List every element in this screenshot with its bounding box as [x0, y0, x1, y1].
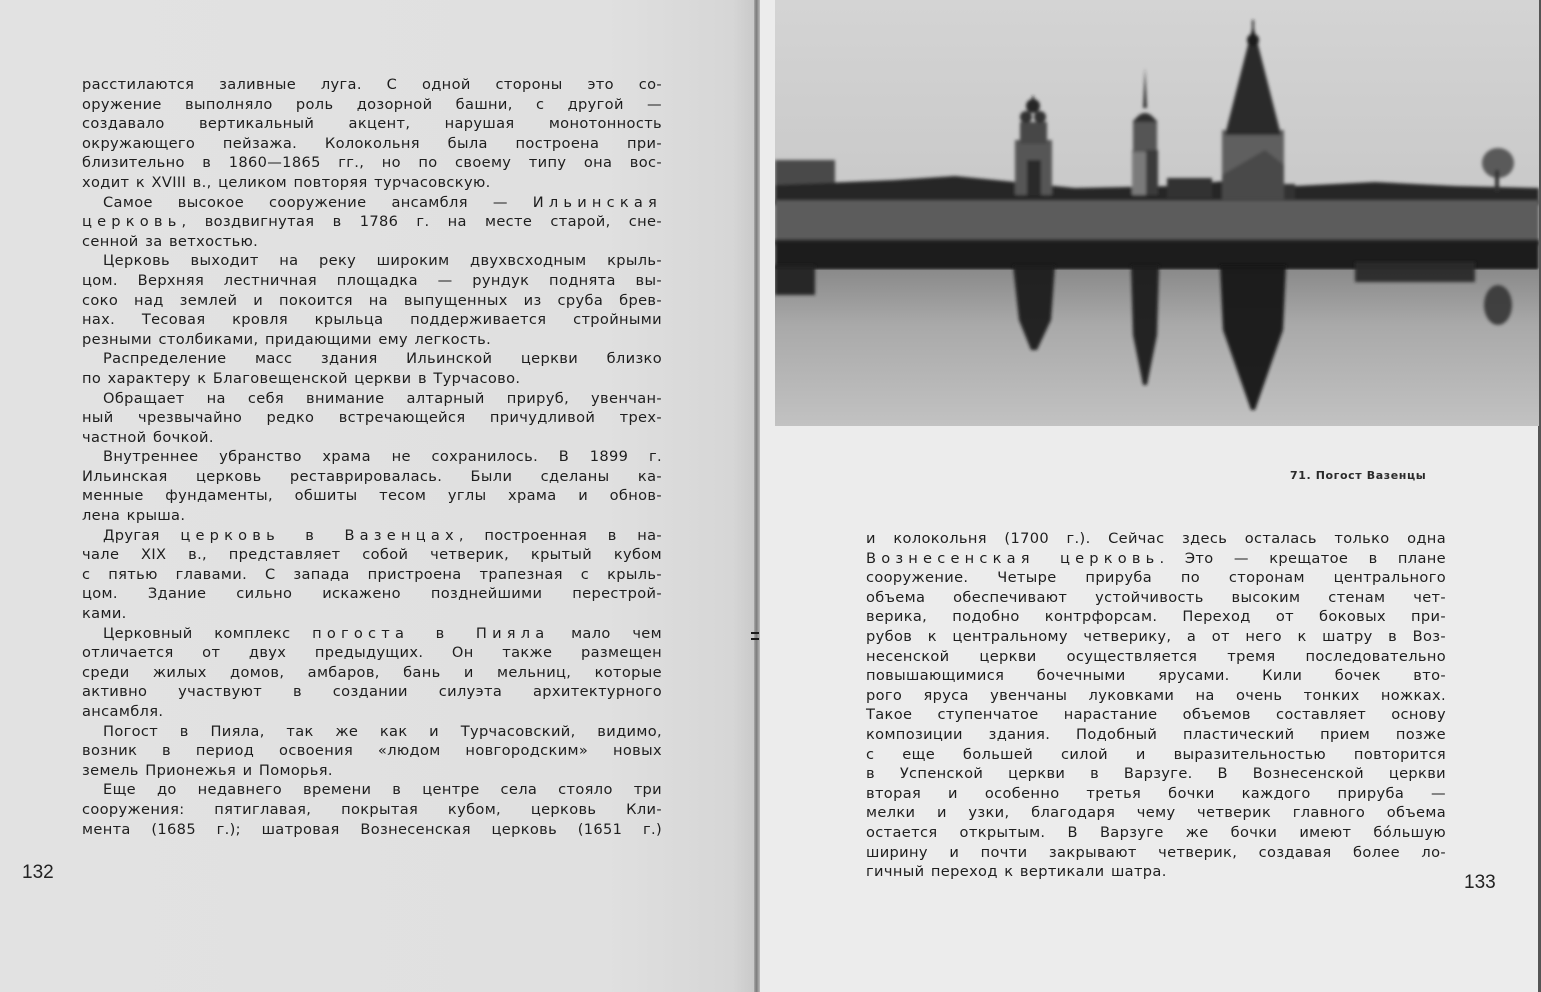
text-line: рого яруса увенчаны луковками на очень тонких ножках.	[866, 686, 1446, 704]
text-line: с пятью главами. С запада пристроена трапезная с крыль-	[82, 565, 662, 583]
left-page-body-text	[82, 75, 662, 839]
emphasized-term: церковь в Вазенцах	[180, 526, 459, 544]
text-line: рубов к центральному четверику, а от него к шатру в Воз-	[866, 627, 1446, 645]
text-line: Обращает на себя внимание алтарный прируб, увенчан-	[103, 389, 662, 407]
emphasized-term: Ильинская	[532, 193, 662, 211]
text-line: с еще большей силой и выразительностью повторится	[866, 745, 1446, 763]
text-line: Распределение масс здания Ильинской церкви близко	[103, 350, 662, 368]
text-line: среди жилых домов, амбаров, бань и мельниц, которые	[82, 663, 662, 681]
text-line: частной бочкой.	[82, 428, 214, 446]
text-line: менные фундаменты, обшиты тесом углы храма и обнов-	[82, 487, 662, 505]
figure-photo-pogost-vazentsy	[775, 0, 1539, 426]
text-line: цом. Верхняя лестничная площадка — рундук поднята вы-	[82, 271, 662, 289]
text-line: объема обеспечивают устойчивость высоким стенам чет-	[866, 588, 1446, 606]
text-line: расстилаются заливные луга. С одной стороны это со-	[82, 76, 662, 93]
text-line: нах. Тесовая кровля крыльца поддерживается стройными	[82, 311, 662, 329]
text-line: резными столбиками, придающими ему легкость.	[82, 330, 492, 348]
text-line: соко над землей и покоится на выпущенных из сруба брев-	[82, 291, 662, 309]
figure-caption: 71. Погост Вазенцы	[1290, 469, 1427, 482]
text-line: чале XIX в., представляет собой четверик, крытый кубом	[82, 546, 662, 564]
emphasized-term: церковь	[82, 213, 182, 231]
text-line: сооружения: пятиглавая, покрытая кубом, церковь Кли-	[82, 800, 662, 818]
text-line: Самое высокое сооружение ансамбля — Ильинская	[103, 193, 662, 211]
text-line: Такое ступенчатое нарастание объемов составляет основу	[866, 706, 1446, 724]
text-line: верика, подобно контрфорсам. Переход от боковых при-	[866, 608, 1446, 626]
text-line: оружение выполняло роль дозорной башни, с другой —	[82, 95, 662, 113]
text-line: цом. Здание сильно искажено позднейшими перестрой-	[82, 585, 662, 603]
text-line: сооружение. Четыре прируба по сторонам центрального	[866, 569, 1446, 587]
gutter-mark	[751, 638, 759, 640]
text-line: остается открытым. В Варзуге же бочки имеют бо́льшую	[866, 823, 1446, 841]
text-line: окружающего пейзажа. Колокольня была построена при-	[82, 134, 662, 152]
text-line: по характеру к Благовещенской церкви в Турчасово.	[82, 369, 521, 387]
text-line: Погост в Пияла, так же как и Турчасовский, видимо,	[103, 722, 662, 740]
text-line: и колокольня (1700 г.). Сейчас здесь осталась только одна	[866, 530, 1446, 547]
text-line: мента (1685 г.); шатровая Вознесенская церковь (1651 г.)	[82, 820, 662, 838]
book-gutter	[754, 0, 760, 992]
text-line: мелки и узки, благодаря чему четверик главного объема	[866, 804, 1446, 822]
text-line: гичный переход к вертикали шатра.	[866, 863, 1167, 881]
text-line: лена крыша.	[82, 507, 186, 525]
gutter-mark	[751, 632, 759, 634]
text-line: ансамбля.	[82, 703, 164, 720]
text-line: земель Прионежья и Поморья.	[82, 761, 333, 779]
page-number-right: 133	[1464, 872, 1496, 893]
text-line: Еще до недавнего времени в центре села стояло три	[103, 781, 662, 799]
emphasized-term: Вознесенская церковь	[866, 549, 1160, 567]
text-line: несенской церкви осуществляется тремя последовательно	[866, 647, 1446, 665]
text-line: повышающимися бочечными ярусами. Кили бочек вто-	[866, 667, 1446, 685]
right-page-body-text	[866, 529, 1446, 882]
text-line: ный чрезвычайно редко встречающейся причудливой трех-	[82, 409, 662, 427]
text-line: активно участвуют в создании силуэта архитектурного	[82, 683, 662, 701]
text-line: церковь, воздвигнутая в 1786 г. на месте старой, сне-	[82, 213, 662, 231]
text-line: композиции здания. Подобный пластический прием позже	[866, 725, 1446, 743]
text-line: в Успенской церкви в Варзуге. В Вознесенской церкви	[866, 765, 1446, 783]
text-line: вторая и особенно третья бочки каждого прируба —	[866, 784, 1446, 802]
text-line: ками.	[82, 605, 127, 623]
text-line: близительно в 1860—1865 гг., но по своему типу она вос-	[82, 154, 662, 172]
emphasized-term: погоста в Пияла	[312, 624, 550, 642]
text-line: ходит к XVIII в., целиком повторяя турчасовскую.	[82, 173, 491, 191]
text-line: отличается от двух предыдущих. Он также размещен	[82, 644, 662, 662]
text-line: сенной за ветхостью.	[82, 232, 259, 250]
page-number-left: 132	[22, 862, 54, 883]
text-line: Вознесенская церковь. Это — крещатое в плане	[866, 549, 1446, 567]
text-line: Ильинская церковь реставрировалась. Были сделаны ка-	[82, 467, 662, 485]
text-line: создавало вертикальный акцент, нарушая монотонность	[82, 115, 662, 133]
text-line: ширину и почти закрывают четверик, создавая более ло-	[866, 843, 1446, 861]
text-line: Церковь выходит на реку широким двухвсходным крыль-	[103, 252, 662, 270]
text-line: возник в период освоения «людом новгородским» новых	[82, 742, 662, 760]
text-line: Другая церковь в Вазенцах, построенная в на-	[103, 526, 663, 544]
text-line: Внутреннее убранство храма не сохранилось. В 1899 г.	[103, 448, 662, 466]
text-line: Церковный комплекс погоста в Пияла мало чем	[103, 624, 662, 642]
